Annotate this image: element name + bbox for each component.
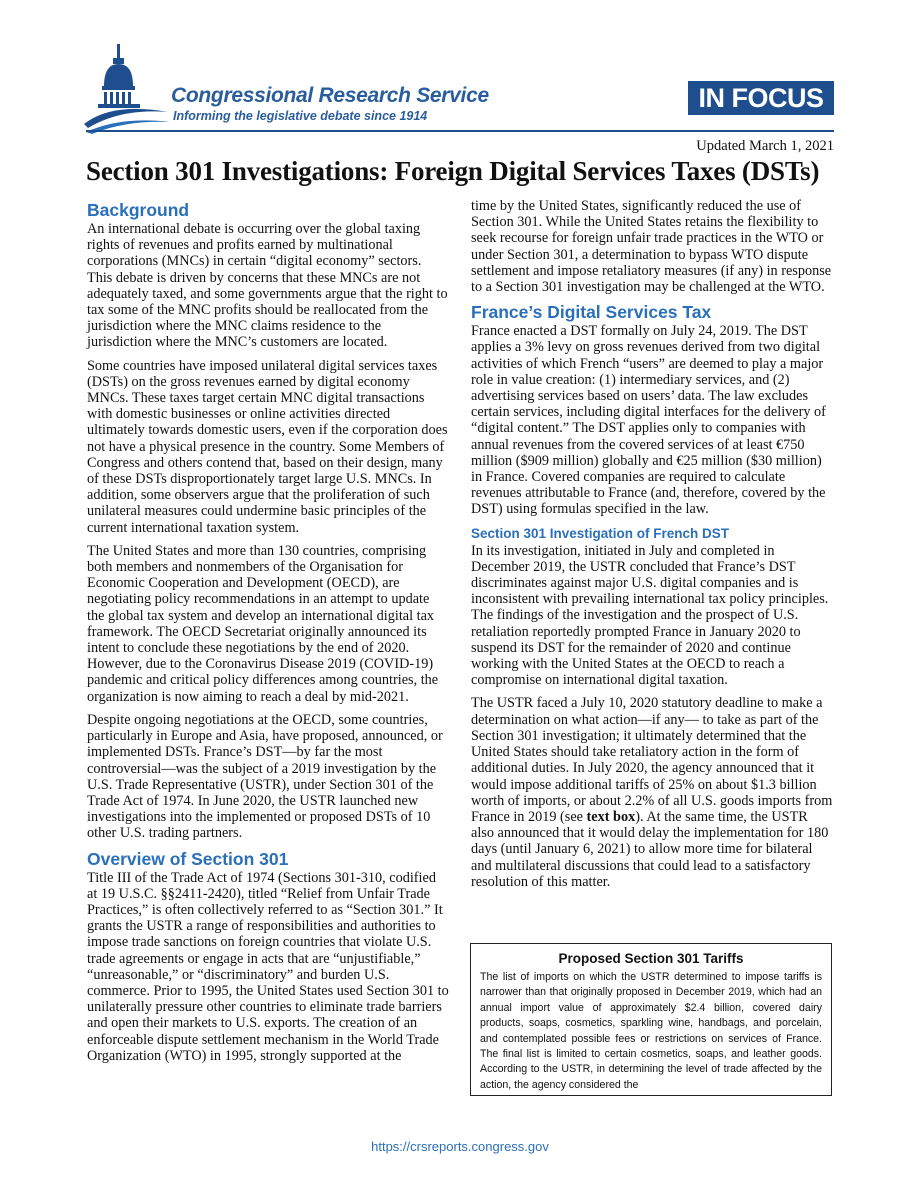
text-box-reference: text box [586,808,636,825]
right-column [471,198,833,897]
capitol-dome-icon [82,42,172,134]
left-column [87,198,449,1071]
paragraph [471,695,833,889]
text-box-title: Proposed Section 301 Tariffs [558,951,744,966]
paragraph: France enacted a DST formally on July 24, 2019. The DST applies a 3% levy on gross revenues derived from two digital activities of which French “users” are deemed to play a major role in value creation: (1) intermediary services, and (2) advertising services based on users’ data. The law excludes certain services, including digital interfaces for the delivery of “digital content.” The DST applies only to companies with annual revenues from the covered services of at least €750 million ($909 million) globally and €25 million ($30 million) in France. Covered companies are required to calculate revenues attributable to France (and, therefore, covered by the DST) using formulas specified in the law. [471,323,826,518]
paragraph: The United States and more than 130 countries, comprising both members and nonmembers of the Organisation for Economic Cooperation and Development (OECD), are negotiating policy recommendations in an attempt to update the global tax system and develop an international digital tax framework. The OECD Secretariat originally announced its intent to conclude these negotiations by the end of 2020. However, due to the Coronavirus Disease 2019 (COVID-19) pandemic and critical policy differences among countries, the organization is now aiming to reach a deal by mid-2021. [87,542,439,705]
background-heading: Background [87,200,190,220]
paragraph: Some countries have imposed unilateral digital services taxes (DSTs) on the gross revenues earned by digital economy MNCs. These taxes target certain MNC digital transactions with domestic businesses or online activities directed ultimately towards domestic users, even if the corporation does not have a physical presence in the country. Some Members of Congress and others contend that, based on their design, many of these DSTs disproportionately target large U.S. MNCs. In addition, some observers argue that the proliferation of such unilateral measures could undermine basic principles of the current international taxation system. [87,357,448,536]
org-tagline: Informing the legislative debate since 1914 [173,109,428,123]
paragraph: An international debate is occurring over the global taxing rights of revenues and profits earned by multinational corporations (MNCs) in certain “digital economy” sectors. This debate is driven by concerns that these MNCs are not adequately taxed, and some governments argue that the right to tax some of the MNC profits should be reallocated from the jurisdiction where the MNC claims residence to the jurisdiction where the MNC’s customers are located. [87,221,448,351]
paragraph-text: ). At the same time, the USTR also announced that it would delay the implementation for 180 days (until January 6, 2021) to allow more time for bilateral and multilateral discussions that could lead to a satisfactory resolution of this matter. [471,808,829,890]
text-box [470,943,832,1096]
org-name: Congressional Research Service [171,84,489,107]
overview-heading: Overview of Section 301 [87,848,289,869]
page-title: Section 301 Investigations: Foreign Digital Services Taxes (DSTs) [86,156,820,186]
investigation-heading: Section 301 Investigation of French DST [471,525,730,541]
footer-link[interactable]: https://crsreports.congress.gov [371,1139,549,1154]
updated-date: Updated March 1, 2021 [696,138,834,154]
paragraph: In its investigation, initiated in July and completed in December 2019, the USTR concluded that France’s DST discriminates against major U.S. digital companies and is inconsistent with prevailing international tax policy principles. The findings of the investigation and the prospect of U.S. retaliation reportedly prompted France in January 2020 to suspend its DST for the remainder of 2020 and continue working with the United States at the OECD to reach a compromise on international digital taxation. [471,542,829,689]
paragraph: Despite ongoing negotiations at the OECD, some countries, particularly in Europe and Asia, have proposed, announced, or implemented DSTs. France’s DST—by far the most controversial—was the subject of a 2019 investigation by the U.S. Trade Representative (USTR), under Section 301 of the Trade Act of 1974. In June 2020, the USTR launched new investigations into the implemented or proposed DSTs of 10 other U.S. trading partners. [87,711,443,842]
france-dst-heading: France’s Digital Services Tax [471,302,712,323]
text-box-body: The list of imports on which the USTR determined to impose tariffs is narrower than that originally proposed in December 2019, which had an annual import value of approximately $2.4 billion, covered dairy products, soaps, cosmetics, sparkling wine, handbags, and porcelain, and contemplated possible fees or restrictions on services of France. The final list is limited to certain cosmetics, soaps, and leather goods. According to the USTR, in determining the level of trade affected by the action, the agency considered the [480,971,822,1091]
header-divider [86,130,834,132]
paragraph: Title III of the Trade Act of 1974 (Sections 301-310, codified at 19 U.S.C. §§2411-2420), titled “Relief from Unfair Trade Practices,” is often collectively referred to as “Section 301.” It grants the USTR a range of responsibilities and authorities to impose trade sanctions on foreign countries that violate U.S. trade agreements or engage in acts that are “unjustifiable,” “unreasonable,” or “discriminatory” and burden U.S. commerce. Prior to 1995, the United States used Section 301 to unilaterally pressure other countries to eliminate trade barriers and open their markets to U.S. exports. The creation of an enforceable dispute settlement mechanism in the World Trade Organization (WTO) in 1995, strongly supported at the [87,869,449,1064]
paragraph-text: The USTR faced a July 10, 2020 statutory deadline to make a determination on what action—if any— to take as part of the Section 301 investigation; it ultimately determined that the United States should take retaliatory action in the form of additional duties. In July 2020, the agency announced that it would impose additional tariffs of 25% on about $1.3 billion worth of imports, or about 2.2% of all U.S. goods imports from France in 2019 (see [471,695,833,825]
paragraph: time by the United States, significantly reduced the use of Section 301. While the United States retains the flexibility to seek recourse for foreign unfair trade practices in the WTO or under Section 301, a determination to bypass WTO dispute settlement and impose retaliatory measures (if any) in response to a Section 301 investigation may be challenged at the WTO. [471,198,832,296]
in-focus-badge: IN FOCUS [688,81,834,115]
